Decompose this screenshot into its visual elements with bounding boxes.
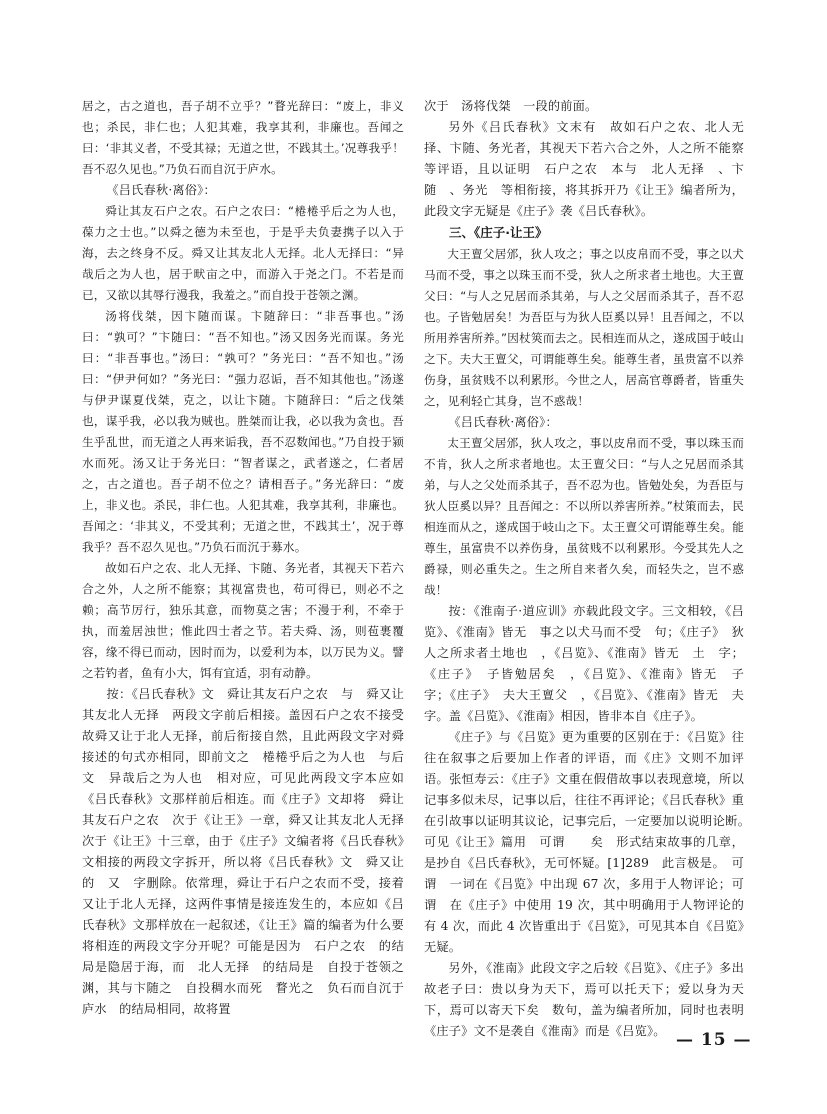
quoted-passage: 居之，古之道也，吾子胡不立乎？”瞀光辞曰：“废上，非义也；杀民，非仁也；人犯其难，我享其利，非廉也。吾闻之曰：‘非其义者，不受其禄；无道之世，不践其土。’况尊我乎！吾不忍久见也。”乃负石而自沉于庐水。	[82, 99, 404, 176]
page-number: — 15 —	[676, 1030, 752, 1050]
section-heading: 三、《庄子·让王》	[449, 225, 548, 240]
body-paragraph: 次于 汤将伐桀 一段的前面。	[424, 99, 598, 113]
quoted-passage: 大王亶父居邠，狄人攻之；事之以皮帛而不受，事之以犬马而不受，事之以珠玉而不受，狄人之所求者土地也。大王亶父曰：“与人之兄居而杀其弟，与人之父居而杀其子，吾不忍也。子皆勉居矣！为吾臣与为狄人臣奚以异！且吾闻之，不以所用养害所养。”因杖筴而去之。民相连而从之，遂成国于岐山之下。夫大王亶父，可谓能尊生矣。能尊生者，虽贵富不以养伤身，虽贫贱不以利累形。今世之人，居高官尊爵者，皆重失之，见利轻亡其身，岂不惑哉！	[424, 247, 744, 408]
body-paragraph: 另外，《淮南》此段文字之后较《吕览》、《庄子》多出 故老子曰：贵以身为天下，焉可以托天下；爱以身为天下，焉可以寄天下矣 数句，盖为编者所加，同时也表明《庄子》文不是袭自《淮南》而是《吕览》。	[424, 961, 757, 1038]
right-column	[424, 96, 769, 1042]
source-citation: 《吕氏春秋·离俗》：	[448, 415, 558, 429]
quoted-passage: 太王亶父居邠，狄人攻之，事以皮帛而不受，事以珠玉而不肯，狄人之所求者地也。太王亶父曰：“与人之兄居而杀其弟，与人之父处而杀其子，吾不忍为也。皆勉处矣，为吾臣与狄人臣奚以异？且吾闻之：不以所以养害所养。”杖策而去，民相连而从之，遂成国于岐山之下。太王亶父可谓能尊生矣。能尊生，虽富贵不以养伤身，虽贫贱不以利累形。今受其先人之爵禄，则必重失之。生之所自来者久矣，而轻失之，岂不惑哉！	[424, 436, 744, 597]
source-citation: 《吕氏春秋·离俗》：	[106, 183, 216, 197]
body-paragraph: 按：《淮南子·道应训》亦载此段文字。三文相较，《吕览》、《淮南》皆无 事之以犬马而不受 句；《庄子》 狄人之所求者土地也 ，《吕览》、《淮南》皆无 土 字；《庄子》 子皆勉居矣 ，《吕览》、《淮南》皆无 子 字；《庄子》 夫大王亶父 ，《吕览》、《淮南》皆无 夫 字。盖《吕览》、《淮南》相因，皆非本自《庄子》。	[424, 604, 757, 723]
quoted-passage: 故如石户之农、北人无择、卞随、务光者，其视天下若六合之外，人之所不能察；其视富贵也，苟可得已，则必不之赖；高节厉行，独乐其意，而物莫之害；不漫于利，不牵于执，而羞居浊世；惟此四士者之节。若夫舜、汤，则苞裹覆容，缘不得已而动，因时而为，以爱利为本，以万民为义。譬之若钓者，鱼有小大，饵有宜适，羽有动静。	[82, 561, 404, 680]
body-paragraph: 《庄子》与《吕览》更为重要的区别在于：《吕览》往往在叙事之后要加上作者的评语，而《庄》文则不加评语。张恒寿云：《庄子》文重在假借故事以表现意境，所以记事多似未尽，记事以后，往往不再评论；《吕氏春秋》重在引故事以证明其议论，记事完后，一定要加以说明论断。 可见《让王》篇用 可谓 矣 形式结束故事的几章，是抄自《吕氏春秋》，无可怀疑。[1]289 此言极是。 可谓 一词在《吕览》中出现 67 次，多用于人物评论；可谓 在《庄子》中使用 19 次，其中明确用于人物评论的有 4 次，而此 4 次皆重出于《吕览》，可见其本自《吕览》无疑。	[424, 730, 769, 954]
body-paragraph: 按：《吕氏春秋》文 舜让其友石户之农 与 舜又让其友北人无择 两段文字前后相接。盖因石户之农不接受故舜又让于北人无择，前后衔接自然，且此两段文字对舜接述的句式亦相同，即前文之 棬棬乎后之为人也 与后文 异哉后之为人也 相对应，可见此两段文字本应如《吕氏春秋》文那样前后相连。而《庄子》文却将 舜让其友石户之农 次于《让王》一章，舜又让其友北人无择 次于《让王》十三章，由于《庄子》文编者将《吕氏春秋》文相接的两段文字拆开，所以将《吕氏春秋》文 舜又让 的 又 字删除。依常理，舜让于石户之农而不受，接着又让于北人无择，这两件事情是接连发生的，本应如《吕氏春秋》文那样放在一起叙述，《让王》篇的编者为什么要将相连的两段文字分开呢？可能是因为 石户之农 的结局是隐居于海，而 北人无择 的结局是 自投于苍领之渊，其与卞随之 自投稠水而死 瞀光之 负石而自沉于庐水 的结局相同，故将置	[82, 687, 417, 1016]
body-paragraph: 另外《吕氏春秋》文末有 故如石户之农、北人无择、卞随、务光者，其视天下若六合之外，人之所不能察 等评语，且以证明 石户之农 本与 北人无择 、卞随 、务光 等相衔接，将其拆开乃《让王》编者所为，此段文字无疑是《庄子》袭《吕氏春秋》。	[424, 120, 757, 218]
quoted-passage: 汤将伐桀，因卞随而谋。卞随辞曰：“非吾事也。”汤曰：“孰可？”卞随曰：“吾不知也。”汤又因务光而谋。务光曰：“非吾事也。”汤曰：“孰可？”务光曰：“吾不知也。”汤曰：“伊尹何如？”务光曰：“强力忍诟，吾不知其他也。”汤遂与伊尹谋夏伐桀，克之，以让卞随。卞随辞曰：“后之伐桀也，谋乎我，必以我为贼也。胜桀而让我，必以我为贪也。吾生乎乱世，而无道之人再来诟我，吾不忍数闻也。”乃自投于颍水而死。汤又让于务光曰：“智者谋之，武者遂之，仁者居之，古之道也。吾子胡不位之？请相吾子。”务光辞曰：“废上，非义也。杀民，非仁也。人犯其难，我享其利，非廉也。吾闻之：‘非其义，不受其利；无道之世，不践其土’，况于尊我乎？吾不忍久见也。”乃负石而沉于募水。	[82, 309, 404, 554]
quoted-passage: 舜让其友石户之农。石户之农曰：“棬棬乎后之为人也，葆力之士也。”以舜之德为未至也，于是乎夫负妻携子以入于海，去之终身不反。舜又让其友北人无择。北人无择曰：“异哉后之为人也，居于畎亩之中，而游入于尧之门。不若是而已，又欲以其辱行漫我，我羞之。”而自投于苍领之渊。	[82, 204, 404, 302]
left-column	[82, 96, 417, 1020]
